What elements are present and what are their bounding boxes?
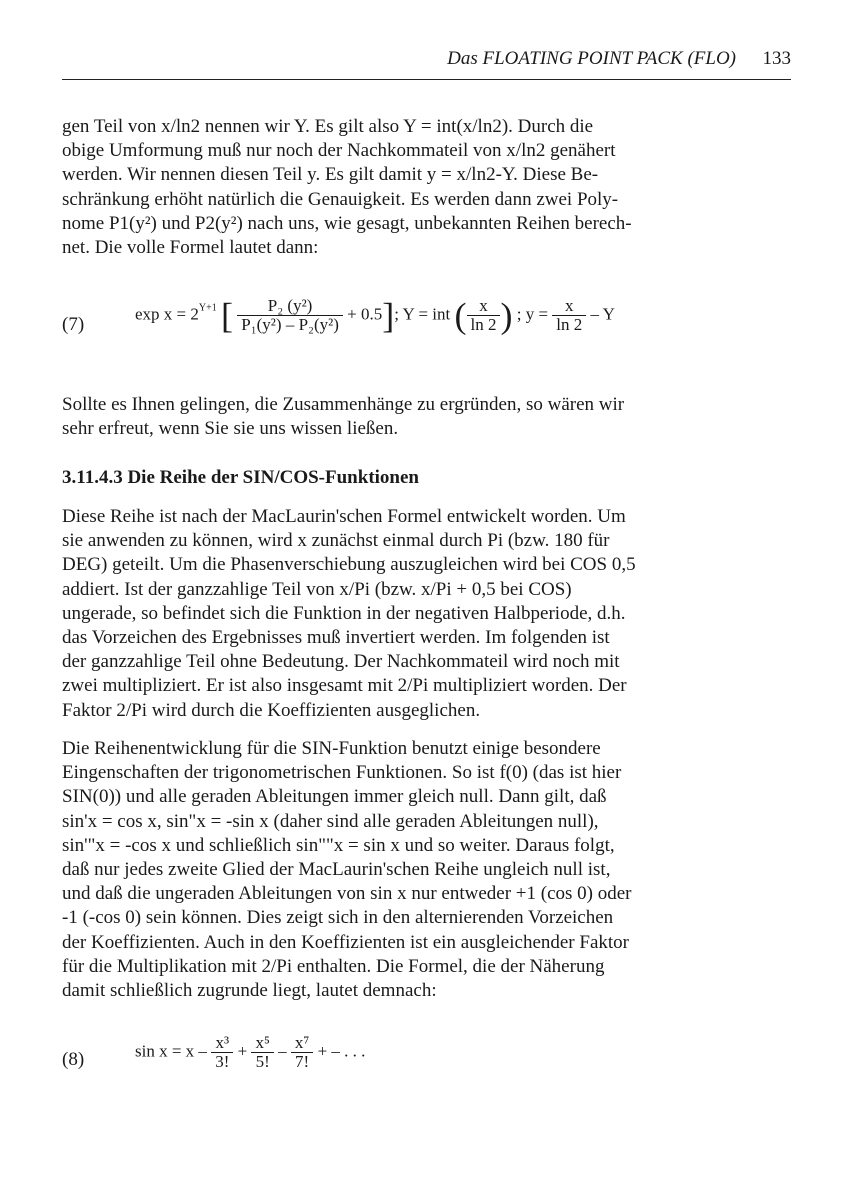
eq8-term-3-den: 3!	[215, 1051, 230, 1071]
eq7-sep2: ; y =	[516, 304, 549, 324]
equation-7	[135, 297, 615, 334]
eq7-int-den: ln 2	[470, 314, 497, 334]
eq7-exponent: Y+1	[198, 302, 217, 314]
eq7-open-bracket: [	[221, 295, 234, 336]
eq8-term-3-num: x³	[211, 1034, 233, 1053]
equation-number-7: (7)	[62, 314, 85, 335]
eq7-sep1: ; Y = int	[394, 304, 451, 324]
eq7-frac-num: P₂ (y²)	[237, 297, 343, 316]
paragraph-exp-intro: gen Teil von x/ln2 nennen wir Y. Es gilt also Y = int(x/ln2). Durch die obige Umformung muß nur noch der Nachkommateil von x/ln2 genähert werden. Wir nennen diesen Teil y. Es gilt damit y = x/ln2-Y. Diese Be- schränkung erhöht natürlich die Genauigkeit. Es werden dann zwei Poly- nome P1(y²) und P2(y²) nach uns, wie gesagt, unbekannten Reihen berech- net. Die volle Formel lautet dann:	[62, 116, 632, 259]
paragraph-closing-remark: Sollte es Ihnen gelingen, die Zusammenhänge zu ergründen, so wären wir sehr erfreut, wenn Sie sie uns wissen ließen.	[62, 394, 625, 440]
eq8-lhs: sin x = x –	[135, 1041, 207, 1061]
eq8-tail: + – . . .	[317, 1041, 366, 1061]
eq7-fraction	[237, 297, 343, 334]
page-number: 133	[762, 48, 791, 69]
header-rule	[62, 79, 791, 80]
eq7-open-paren: (	[454, 295, 467, 336]
eq7-plus-term: + 0.5	[347, 304, 383, 324]
eq8-op1: +	[237, 1041, 248, 1061]
eq8-term-7-den: 7!	[295, 1051, 310, 1071]
eq8-op2: –	[278, 1041, 287, 1061]
eq7-y-fraction	[552, 297, 586, 334]
eq7-frac-den: P₁(y²) – P₂(y²)	[241, 314, 339, 334]
eq8-term-3	[211, 1034, 233, 1071]
eq7-int-num: x	[467, 297, 501, 316]
eq7-tail: – Y	[590, 304, 615, 324]
eq8-term-5-num: x⁵	[251, 1034, 273, 1053]
eq8-term-5	[251, 1034, 273, 1071]
eq7-y-den: ln 2	[556, 314, 583, 334]
equation-8	[135, 1034, 365, 1071]
eq7-y-num: x	[552, 297, 586, 316]
eq7-int-fraction	[467, 297, 501, 334]
running-title: Das FLOATING POINT PACK (FLO)	[447, 48, 736, 69]
eq7-lhs: exp x = 2	[135, 304, 199, 324]
paragraph-sincos-intro: Diese Reihe ist nach der MacLaurin'schen Formel entwickelt worden. Um sie anwenden zu können, wird x zunächst einmal durch Pi (bzw. 180 für DEG) geteilt. Um die Phasenverschiebung auszugleichen wird bei COS 0,5 addiert. Ist der ganzzahlige Teil von x/Pi (bzw. x/Pi + 0,5 bei COS) ungerade, so befindet sich die Funktion in der negativen Halbperiode, d.h. das Vorzeichen des Ergebnisses muß invertiert werden. Im folgenden ist der ganzzahlige Teil ohne Bedeutung. Der Nachkommateil wird noch mit zwei multipliziert. Er ist also insgesamt mit 2/Pi multipliziert worden. Der Faktor 2/Pi wird durch die Koeffizienten ausgeglichen.	[62, 506, 636, 721]
page-header	[62, 46, 791, 76]
eq8-term-7-num: x⁷	[291, 1034, 313, 1053]
section-heading: 3.11.4.3 Die Reihe der SIN/COS-Funktionen	[62, 467, 419, 488]
eq8-term-5-den: 5!	[255, 1051, 270, 1071]
paragraph-sin-series: Die Reihenentwicklung für die SIN-Funktion benutzt einige besondere Eingenschaften der trigonometrischen Funktionen. So ist f(0) (das ist hier SIN(0)) und alle geraden Ableitungen immer gleich null. Dann gilt, daß sin'x = cos x, sin"x = -sin x (daher sind alle geraden Ableitungen null), sin'"x = -cos x und schließlich sin""x = sin x und so weiter. Daraus folgt, daß nur jedes zweite Glied der MacLaurin'schen Reihe ungleich null ist, und daß die ungeraden Ableitungen von sin x nur entweder +1 (cos 0) oder -1 (-cos 0) sein können. Dies zeigt sich in den alternierenden Vorzeichen der Koeffizienten. Auch in den Koeffizienten ist ein ausgleichender Faktor für die Multiplikation mit 2/Pi enthalten. Die Formel, die der Näherung damit schließlich zugrunde liegt, lautet demnach:	[62, 738, 632, 1002]
eq8-term-7	[291, 1034, 313, 1071]
equation-number-8: (8)	[62, 1049, 85, 1070]
eq7-close-bracket: ]	[382, 295, 395, 336]
eq7-close-paren: )	[500, 295, 513, 336]
